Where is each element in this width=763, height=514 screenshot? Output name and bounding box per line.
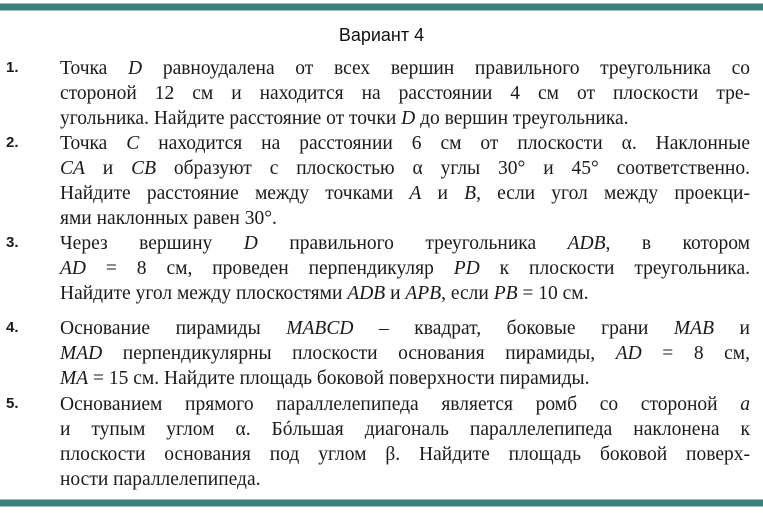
problem-number: 3.	[6, 234, 19, 251]
text-segment: до вершин треугольника.	[415, 108, 629, 129]
math-variable: MABCD	[286, 318, 354, 339]
problem-text	[60, 231, 750, 306]
math-variable: a	[740, 394, 750, 415]
text-line	[60, 181, 750, 206]
text-segment: = 8 см,	[641, 343, 750, 364]
text-segment: Точка	[60, 58, 129, 79]
variant-title: Вариант 4	[338, 25, 425, 45]
bottom-border-bar	[0, 499, 763, 507]
text-line	[60, 131, 750, 156]
text-segment: и	[421, 183, 465, 204]
math-variable: D	[128, 58, 143, 79]
text-segment: Основанием прямого параллелепипеда является ромб со стороной	[60, 394, 741, 415]
problem-text	[60, 131, 750, 231]
text-segment: ности параллелепипеда.	[60, 469, 261, 490]
text-segment: – квадрат, боковые грани	[353, 318, 674, 339]
text-segment: и	[714, 318, 750, 339]
text-segment: , в котором	[605, 233, 751, 254]
math-variable: ADB	[347, 283, 386, 304]
math-variable: PB	[493, 283, 518, 304]
text-segment: = 15 см. Найдите площадь боковой поверхности пирамиды.	[88, 368, 590, 389]
problem-number: 1.	[6, 59, 19, 76]
text-line	[60, 256, 750, 281]
text-segment: и	[385, 283, 406, 304]
math-variable: A	[409, 183, 422, 204]
text-line	[60, 156, 750, 181]
text-line	[60, 467, 750, 492]
text-segment: перпендикулярны плоскости основания пирамиды,	[102, 343, 616, 364]
text-line	[60, 106, 750, 131]
math-variable: PD	[453, 258, 480, 279]
math-variable: C	[126, 133, 140, 154]
text-segment: к плоскости треугольника.	[479, 258, 750, 279]
text-segment: , если угол между проекци-	[476, 183, 750, 204]
text-segment: находится на расстоянии 6 см от плоскости α. Наклонные	[139, 133, 750, 154]
math-variable: ADB	[567, 233, 606, 254]
text-segment: стороной 12 см и находится на расстоянии 4 см от плоскости тре-	[60, 83, 750, 104]
problem-number: 4.	[6, 319, 19, 336]
text-segment: правильного треугольника	[257, 233, 568, 254]
math-variable: D	[243, 233, 258, 254]
text-line	[60, 81, 750, 106]
math-variable: CB	[131, 158, 157, 179]
text-line	[60, 206, 750, 231]
math-variable: B	[464, 183, 477, 204]
math-variable: MA	[60, 368, 89, 389]
math-variable: APB	[405, 283, 442, 304]
text-segment: плоскости основания под углом β. Найдите площадь боковой поверх-	[60, 444, 750, 465]
text-line	[60, 392, 750, 417]
text-segment: Найдите угол между плоскостями	[60, 283, 348, 304]
math-variable: AD	[615, 343, 642, 364]
math-variable: MAD	[60, 343, 103, 364]
problem-number: 5.	[6, 395, 19, 412]
text-segment: = 10 см.	[517, 283, 589, 304]
text-line	[60, 442, 750, 467]
problem-number: 2.	[6, 134, 19, 151]
math-variable: MAB	[673, 318, 714, 339]
text-line	[60, 231, 750, 256]
text-line	[60, 316, 750, 341]
text-segment: ями наклонных равен 30°.	[60, 208, 277, 229]
text-segment: и тупым углом α. Бóльшая диагональ параллелепипеда наклонена к	[60, 419, 750, 440]
text-segment: Через вершину	[60, 233, 244, 254]
text-segment: равноудалена от всех вершин правильного треугольника со	[142, 58, 750, 79]
top-border-bar	[0, 3, 763, 11]
text-line	[60, 281, 750, 306]
text-segment: = 8 см, проведен перпендикуляр	[86, 258, 454, 279]
math-variable: AD	[60, 258, 86, 279]
problem-text	[60, 316, 750, 391]
text-segment: Найдите расстояние между точками	[60, 183, 410, 204]
math-variable: D	[401, 108, 416, 129]
text-line	[60, 341, 750, 366]
text-line	[60, 417, 750, 442]
text-segment: Основание пирамиды	[60, 318, 287, 339]
text-segment: образуют с плоскостью α углы 30° и 45° соответственно.	[156, 158, 750, 179]
text-segment: Точка	[60, 133, 127, 154]
problem-text	[60, 56, 750, 131]
text-line	[60, 56, 750, 81]
text-segment: угольника. Найдите расстояние от точки	[60, 108, 402, 129]
text-segment: и	[84, 158, 132, 179]
text-line	[60, 366, 750, 391]
text-segment: , если	[441, 283, 494, 304]
math-variable: CA	[60, 158, 85, 179]
problem-text	[60, 392, 750, 492]
